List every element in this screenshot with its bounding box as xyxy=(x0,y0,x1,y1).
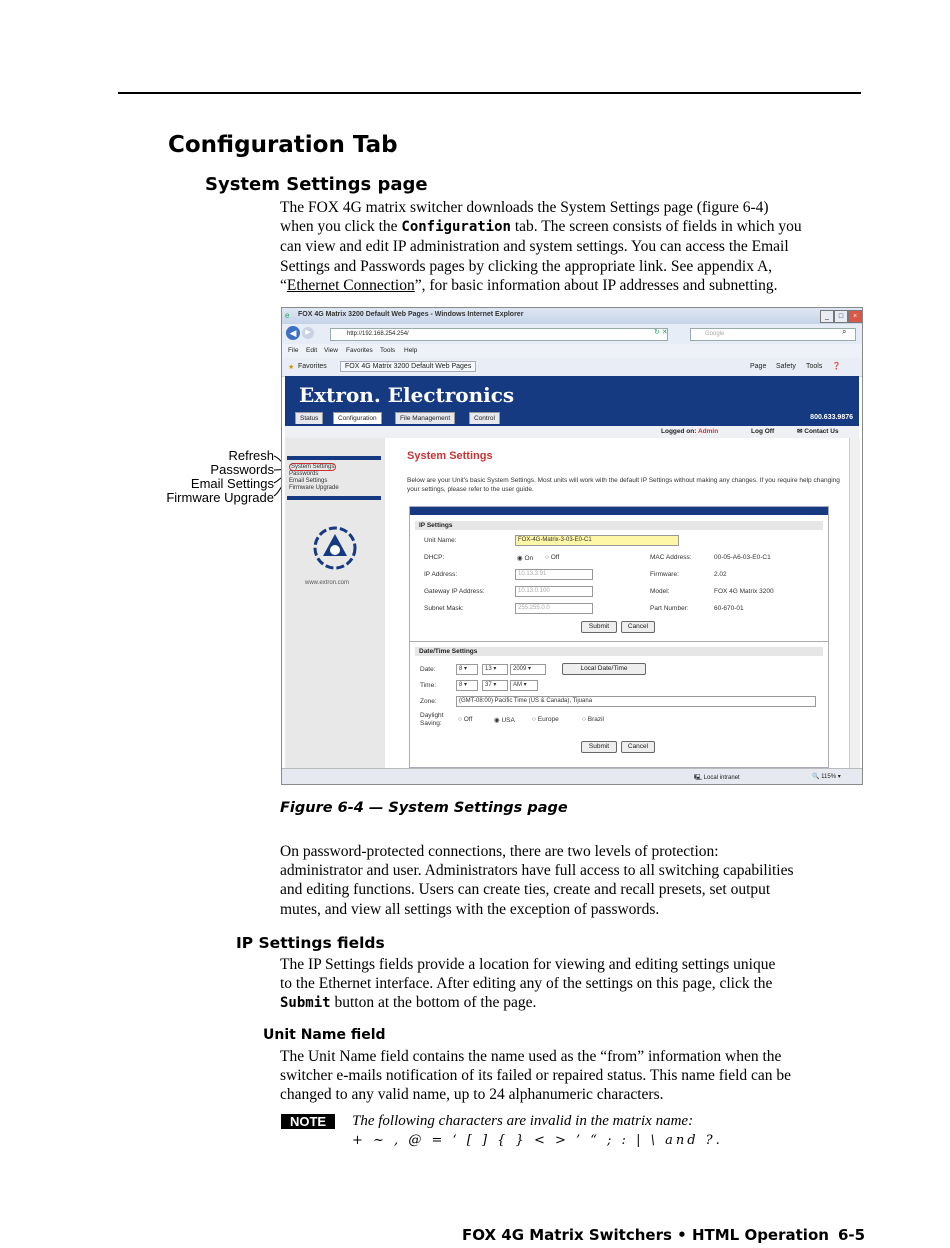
callout-refresh: Refresh xyxy=(228,448,274,463)
zoom-control[interactable]: 🔍 115% ▾ xyxy=(812,774,841,780)
tab-file-management[interactable]: File Management xyxy=(395,412,455,424)
submit-term: Submit xyxy=(280,995,331,1012)
note-line: The following characters are invalid in the matrix name: xyxy=(352,1113,694,1129)
intro-line: can view and edit IP administration and system settings. You can access the Email xyxy=(280,238,789,256)
favorites-button[interactable]: Favorites xyxy=(298,363,327,370)
paragraph-line: mutes, and view all settings with the exception of passwords. xyxy=(280,900,660,918)
dst-usa-radio[interactable]: ◉ USA xyxy=(494,717,515,724)
search-icon[interactable]: ⌕ xyxy=(842,327,847,336)
paragraph-line: The IP Settings fields provide a location for viewing and editing settings unique xyxy=(280,956,776,973)
paragraph-line: On password-protected connections, there are two levels of protection: xyxy=(280,843,719,860)
menu-favorites[interactable]: Favorites xyxy=(346,347,373,354)
ip-address-label: IP Address: xyxy=(424,571,458,578)
ip-settings-heading: IP Settings xyxy=(415,521,823,530)
ip-fields-heading: IP Settings fields xyxy=(236,934,385,952)
paragraph-line: to the Ethernet interface. After editing any of the settings on this page, click the xyxy=(280,975,773,993)
configuration-term: Configuration xyxy=(401,219,511,236)
mac-value: 00-05-A6-03-E0-C1 xyxy=(714,554,771,561)
intro-paragraph xyxy=(280,198,860,295)
gateway-label: Gateway IP Address: xyxy=(424,588,485,595)
menu-bar xyxy=(282,344,862,358)
note-badge: NOTE xyxy=(281,1114,335,1129)
page-heading: System Settings page xyxy=(205,174,428,195)
page-menu[interactable]: Page xyxy=(750,363,767,370)
invalid-characters: + ~ , @ = ‘ [ ] { } < > ’ “ ; : | \ and ?. xyxy=(352,1133,723,1148)
ip-submit-button[interactable]: Submit xyxy=(581,621,617,633)
note-text xyxy=(352,1112,723,1150)
paragraph-line: changed to any valid name, up to 24 alphanumeric characters. xyxy=(280,1086,664,1104)
intro-line: The FOX 4G matrix switcher downloads the System Settings page (figure 6-4) xyxy=(280,199,769,216)
menu-file[interactable]: File xyxy=(288,347,299,354)
help-icon[interactable]: ❓ xyxy=(832,363,841,370)
side-divider xyxy=(287,456,381,460)
system-settings-content xyxy=(392,438,854,768)
maximize-button[interactable]: □ xyxy=(834,310,848,323)
minimize-button[interactable]: _ xyxy=(820,310,834,323)
system-settings-description: Below are your Unit's basic System Settings. Most units will work with the default IP Settings without making any changes. If you require help changing your settings, please refer to the user guide. xyxy=(407,477,840,493)
protection-paragraph xyxy=(280,842,880,919)
date-year-select[interactable]: 2009 ▾ xyxy=(510,664,546,675)
datetime-cancel-button[interactable]: Cancel xyxy=(621,741,655,753)
model-label: Model: xyxy=(650,588,670,595)
date-label: Date: xyxy=(420,666,436,673)
time-minute-select[interactable]: 37 ▾ xyxy=(482,680,508,691)
unit-name-heading: Unit Name field xyxy=(263,1027,386,1043)
dst-brazil-radio[interactable]: ○ Brazil xyxy=(582,716,604,723)
paragraph-line: and editing functions. Users can create ties, create and recall presets, set output xyxy=(280,881,771,899)
paragraph-line: switcher e-mails notification of its failed or repaired status. This name field can be xyxy=(280,1067,792,1085)
safety-menu[interactable]: Safety xyxy=(776,363,796,370)
unit-name-paragraph xyxy=(280,1047,860,1105)
tools-menu[interactable]: Tools xyxy=(806,363,823,370)
intro-line: “Ethernet Connection”, for basic information about IP addresses and subnetting. xyxy=(280,276,778,294)
side-menu xyxy=(285,438,385,768)
callout-passwords: Passwords xyxy=(210,462,274,477)
favorites-bar xyxy=(282,358,862,377)
address-input[interactable]: http://192.168.254.254/ xyxy=(330,328,668,341)
model-value: FOX 4G Matrix 3200 xyxy=(714,588,774,595)
callout-firmware-upgrade: Firmware Upgrade xyxy=(166,490,274,505)
status-zone: 🖳 Local intranet xyxy=(694,775,740,781)
paragraph-line: Submit button at the bottom of the page. xyxy=(280,994,537,1012)
ip-address-field[interactable]: 10.13.3.91 xyxy=(515,569,593,580)
brand-logo: Extron. Electronics xyxy=(299,383,515,407)
footer-title: FOX 4G Matrix Switchers • HTML Operation xyxy=(462,1226,829,1244)
dhcp-label: DHCP: xyxy=(424,554,445,561)
star-icon: ★ xyxy=(288,364,295,371)
intro-line: when you click the Configuration tab. The screen consists of fields in which you xyxy=(280,218,802,236)
time-ampm-select[interactable]: AM ▾ xyxy=(510,680,538,691)
settings-panel xyxy=(409,506,829,768)
intro-line: Settings and Passwords pages by clicking the appropriate link. See appendix A, xyxy=(280,257,773,275)
browser-titlebar xyxy=(282,308,862,324)
dst-europe-radio[interactable]: ○ Europe xyxy=(532,716,559,723)
extron-banner xyxy=(285,376,859,426)
search-input[interactable]: Google xyxy=(690,328,856,341)
status-bar xyxy=(282,768,862,785)
back-icon[interactable]: ◀ xyxy=(286,326,300,340)
system-settings-title: System Settings xyxy=(407,450,493,462)
tab-configuration[interactable]: Configuration xyxy=(333,412,382,424)
time-hour-select[interactable]: 8 ▾ xyxy=(456,680,478,691)
dhcp-on-radio[interactable]: ◉ On xyxy=(517,555,534,562)
date-day-select[interactable]: 13 ▾ xyxy=(482,664,508,675)
zone-select[interactable]: (GMT-08:00) Pacific Time (US & Canada), Tijuana xyxy=(456,696,816,707)
dhcp-off-radio[interactable]: ○ Off xyxy=(545,554,560,561)
menu-help[interactable]: Help xyxy=(404,347,418,354)
datetime-heading: Date/Time Settings xyxy=(415,647,823,656)
firmware-label: Firmware: xyxy=(650,571,679,578)
ip-fields-paragraph xyxy=(280,955,860,1014)
header-rule xyxy=(118,92,861,94)
figure-caption: Figure 6-4 — System Settings page xyxy=(280,800,568,816)
unit-name-label: Unit Name: xyxy=(424,537,457,544)
time-label: Time: xyxy=(420,682,437,689)
panel-header xyxy=(410,507,828,515)
paragraph-line: The Unit Name field contains the name used as the “from” information when the xyxy=(280,1048,782,1065)
window-title: FOX 4G Matrix 3200 Default Web Pages - Windows Internet Explorer xyxy=(298,311,524,318)
menu-edit[interactable]: Edit xyxy=(306,347,318,354)
extron-url[interactable]: www.extron.com xyxy=(305,580,350,586)
dst-label: Saving: xyxy=(420,720,442,727)
tab-status[interactable]: Status xyxy=(295,412,323,424)
paragraph-line: administrator and user. Administrators have full access to all switching capabilities xyxy=(280,862,794,880)
subnet-field[interactable]: 255.255.0.0 xyxy=(515,603,593,614)
extron-seal-logo xyxy=(313,526,357,570)
scrollbar[interactable] xyxy=(849,438,860,768)
side-link-system-settings[interactable]: System Settings xyxy=(291,464,335,470)
address-bar-row xyxy=(282,324,862,344)
close-button[interactable]: × xyxy=(848,310,862,323)
ethernet-connection-link[interactable]: Ethernet Connection xyxy=(286,276,415,294)
firmware-value: 2.02 xyxy=(714,571,727,578)
forward-icon[interactable]: ▶ xyxy=(302,327,314,339)
local-datetime-button[interactable]: Local Date/Time xyxy=(562,663,646,675)
callout-email-settings: Email Settings xyxy=(190,476,274,491)
datetime-submit-button[interactable]: Submit xyxy=(581,741,617,753)
page-number: 6-5 xyxy=(838,1226,866,1244)
side-link-firmware-upgrade[interactable]: Firmware Upgrade xyxy=(289,485,339,491)
side-link-email-settings[interactable]: Email Settings xyxy=(289,478,328,484)
side-link-passwords[interactable]: Passwords xyxy=(289,471,319,477)
system-settings-screenshot xyxy=(281,307,863,785)
menu-view[interactable]: View xyxy=(324,347,338,354)
logged-on-label: Logged on: Admin xyxy=(661,428,719,435)
tab-control[interactable]: Control xyxy=(469,412,500,424)
log-off-link[interactable]: Log Off xyxy=(751,428,775,435)
subnet-label: Subnet Mask: xyxy=(424,605,464,612)
dst-off-radio[interactable]: ○ Off xyxy=(458,716,473,723)
browser-tab[interactable]: FOX 4G Matrix 3200 Default Web Pages xyxy=(340,361,476,372)
menu-tools[interactable]: Tools xyxy=(380,347,396,354)
dst-label: Daylight xyxy=(420,712,444,719)
panel-divider xyxy=(410,641,828,642)
part-number-value: 60-670-01 xyxy=(714,605,744,612)
gateway-field[interactable]: 10.13.0.100 xyxy=(515,586,593,597)
date-month-select[interactable]: 8 ▾ xyxy=(456,664,478,675)
ip-cancel-button[interactable]: Cancel xyxy=(621,621,655,633)
zone-label: Zone: xyxy=(420,698,437,705)
phone-number: 800.633.9876 xyxy=(810,414,853,421)
contact-us-link[interactable]: ✉ Contact Us xyxy=(797,428,839,435)
section-title: Configuration Tab xyxy=(168,132,398,158)
side-divider xyxy=(287,496,381,500)
unit-name-field[interactable]: FOX-4G-Matrix-3-03-E0-C1 xyxy=(515,535,679,546)
ie-icon: e xyxy=(285,311,290,320)
mac-label: MAC Address: xyxy=(650,554,692,561)
logon-bar xyxy=(285,426,859,438)
refresh-icon[interactable]: ↻ ✕ xyxy=(654,329,668,336)
part-number-label: Part Number: xyxy=(650,605,689,612)
